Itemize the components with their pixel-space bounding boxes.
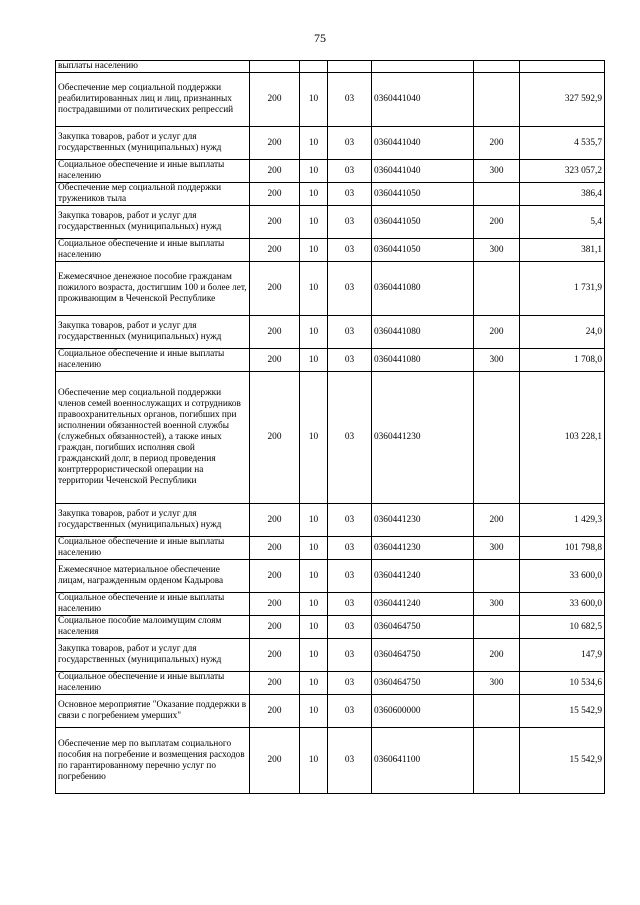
target-article-cell: 0360441240 — [372, 593, 474, 616]
row-name-cell: Основное мероприятие "Оказание поддержки в связи с погребением умерших" — [56, 695, 250, 728]
ministry-code-cell: 200 — [250, 695, 300, 728]
row-name-cell: Закупка товаров, работ и услуг для государственных (муниципальных) нужд — [56, 504, 250, 537]
amount-cell: 1 708,0 — [520, 349, 605, 372]
ministry-code-cell: 200 — [250, 206, 300, 239]
section-code-cell: 10 — [300, 639, 328, 672]
amount-cell: 15 542,9 — [520, 728, 605, 794]
amount-cell: 101 798,8 — [520, 537, 605, 560]
expense-type-cell: 300 — [474, 537, 520, 560]
table-row — [56, 349, 605, 372]
section-code-cell: 10 — [300, 183, 328, 206]
table-row — [56, 728, 605, 794]
expense-type-cell — [474, 61, 520, 73]
expense-type-cell — [474, 728, 520, 794]
table-row — [56, 61, 605, 73]
section-code-cell: 10 — [300, 239, 328, 262]
section-code-cell: 10 — [300, 560, 328, 593]
table-row — [56, 372, 605, 504]
row-name-cell: Закупка товаров, работ и услуг для государственных (муниципальных) нужд — [56, 206, 250, 239]
table-row — [56, 316, 605, 349]
subsection-code-cell: 03 — [328, 504, 372, 537]
section-code-cell: 10 — [300, 695, 328, 728]
section-code-cell: 10 — [300, 316, 328, 349]
target-article-cell: 0360441050 — [372, 239, 474, 262]
row-name-cell: Социальное обеспечение и иные выплаты населению — [56, 537, 250, 560]
ministry-code-cell: 200 — [250, 372, 300, 504]
target-article-cell: 0360441240 — [372, 560, 474, 593]
section-code-cell — [300, 61, 328, 73]
section-code-cell: 10 — [300, 537, 328, 560]
ministry-code-cell: 200 — [250, 127, 300, 160]
subsection-code-cell: 03 — [328, 616, 372, 639]
target-article-cell: 0360464750 — [372, 672, 474, 695]
target-article-cell — [372, 61, 474, 73]
expense-type-cell: 300 — [474, 349, 520, 372]
ministry-code-cell: 200 — [250, 639, 300, 672]
section-code-cell: 10 — [300, 160, 328, 183]
target-article-cell: 0360641100 — [372, 728, 474, 794]
row-name-cell: Обеспечение мер социальной поддержки тружеников тыла — [56, 183, 250, 206]
amount-cell: 327 592,9 — [520, 73, 605, 127]
subsection-code-cell: 03 — [328, 372, 372, 504]
target-article-cell: 0360441050 — [372, 206, 474, 239]
expense-type-cell — [474, 183, 520, 206]
expense-type-cell: 300 — [474, 239, 520, 262]
row-name-cell: Закупка товаров, работ и услуг для государственных (муниципальных) нужд — [56, 127, 250, 160]
table-row — [56, 560, 605, 593]
expense-type-cell: 200 — [474, 504, 520, 537]
row-name-cell: Обеспечение мер по выплатам социального пособия на погребение и возмещения расходов по гарантированному перечню услуг по погребению — [56, 728, 250, 794]
row-name-cell: Ежемесячное денежное пособие гражданам пожилого возраста, достигшим 100 и более лет, проживающим в Чеченской Республике — [56, 262, 250, 316]
subsection-code-cell: 03 — [328, 672, 372, 695]
ministry-code-cell: 200 — [250, 537, 300, 560]
table-row — [56, 239, 605, 262]
row-name-cell: выплаты населению — [56, 61, 250, 73]
subsection-code-cell — [328, 61, 372, 73]
row-name-cell: Социальное пособие малоимущим слоям населения — [56, 616, 250, 639]
subsection-code-cell: 03 — [328, 73, 372, 127]
table-row — [56, 73, 605, 127]
target-article-cell: 0360441080 — [372, 316, 474, 349]
table-row — [56, 127, 605, 160]
subsection-code-cell: 03 — [328, 127, 372, 160]
section-code-cell: 10 — [300, 616, 328, 639]
target-article-cell: 0360441080 — [372, 349, 474, 372]
target-article-cell: 0360441050 — [372, 183, 474, 206]
subsection-code-cell: 03 — [328, 239, 372, 262]
row-name-cell: Закупка товаров, работ и услуг для государственных (муниципальных) нужд — [56, 639, 250, 672]
subsection-code-cell: 03 — [328, 183, 372, 206]
table-row — [56, 160, 605, 183]
expense-type-cell — [474, 372, 520, 504]
row-name-cell: Социальное обеспечение и иные выплаты населению — [56, 239, 250, 262]
subsection-code-cell: 03 — [328, 262, 372, 316]
table-body — [56, 61, 605, 794]
ministry-code-cell — [250, 61, 300, 73]
subsection-code-cell: 03 — [328, 537, 372, 560]
budget-table — [55, 60, 605, 794]
section-code-cell: 10 — [300, 372, 328, 504]
amount-cell: 10 682,5 — [520, 616, 605, 639]
ministry-code-cell: 200 — [250, 672, 300, 695]
table-row — [56, 537, 605, 560]
section-code-cell: 10 — [300, 504, 328, 537]
expense-type-cell: 200 — [474, 206, 520, 239]
expense-type-cell: 200 — [474, 639, 520, 672]
amount-cell: 33 600,0 — [520, 593, 605, 616]
amount-cell: 24,0 — [520, 316, 605, 349]
amount-cell: 381,1 — [520, 239, 605, 262]
row-name-cell: Закупка товаров, работ и услуг для государственных (муниципальных) нужд — [56, 316, 250, 349]
table-row — [56, 206, 605, 239]
ministry-code-cell: 200 — [250, 316, 300, 349]
ministry-code-cell: 200 — [250, 593, 300, 616]
row-name-cell: Социальное обеспечение и иные выплаты населению — [56, 672, 250, 695]
ministry-code-cell: 200 — [250, 73, 300, 127]
section-code-cell: 10 — [300, 73, 328, 127]
target-article-cell: 0360464750 — [372, 616, 474, 639]
row-name-cell: Социальное обеспечение и иные выплаты населению — [56, 160, 250, 183]
subsection-code-cell: 03 — [328, 593, 372, 616]
target-article-cell: 0360441040 — [372, 127, 474, 160]
target-article-cell: 0360441230 — [372, 537, 474, 560]
subsection-code-cell: 03 — [328, 695, 372, 728]
subsection-code-cell: 03 — [328, 349, 372, 372]
target-article-cell: 0360441080 — [372, 262, 474, 316]
ministry-code-cell: 200 — [250, 262, 300, 316]
table-row — [56, 672, 605, 695]
subsection-code-cell: 03 — [328, 728, 372, 794]
expense-type-cell: 200 — [474, 127, 520, 160]
table-row — [56, 504, 605, 537]
expense-type-cell: 300 — [474, 593, 520, 616]
table-row — [56, 616, 605, 639]
table-row — [56, 183, 605, 206]
ministry-code-cell: 200 — [250, 160, 300, 183]
section-code-cell: 10 — [300, 127, 328, 160]
table-row — [56, 262, 605, 316]
ministry-code-cell: 200 — [250, 349, 300, 372]
target-article-cell: 0360600000 — [372, 695, 474, 728]
expense-type-cell — [474, 560, 520, 593]
target-article-cell: 0360441040 — [372, 73, 474, 127]
table-row — [56, 593, 605, 616]
amount-cell: 1 429,3 — [520, 504, 605, 537]
amount-cell: 103 228,1 — [520, 372, 605, 504]
expense-type-cell — [474, 616, 520, 639]
subsection-code-cell: 03 — [328, 316, 372, 349]
amount-cell: 33 600,0 — [520, 560, 605, 593]
section-code-cell: 10 — [300, 206, 328, 239]
row-name-cell: Обеспечение мер социальной поддержки реабилитированных лиц и лиц, признанных пострадавшими от политических репрессий — [56, 73, 250, 127]
target-article-cell: 0360464750 — [372, 639, 474, 672]
page-number: 75 — [314, 31, 326, 45]
section-code-cell: 10 — [300, 349, 328, 372]
amount-cell: 5,4 — [520, 206, 605, 239]
target-article-cell: 0360441230 — [372, 372, 474, 504]
ministry-code-cell: 200 — [250, 616, 300, 639]
subsection-code-cell: 03 — [328, 639, 372, 672]
amount-cell: 10 534,6 — [520, 672, 605, 695]
ministry-code-cell: 200 — [250, 728, 300, 794]
ministry-code-cell: 200 — [250, 560, 300, 593]
row-name-cell: Социальное обеспечение и иные выплаты населению — [56, 349, 250, 372]
target-article-cell: 0360441040 — [372, 160, 474, 183]
row-name-cell: Ежемесячное материальное обеспечение лицам, награжденным орденом Кадырова — [56, 560, 250, 593]
expense-type-cell — [474, 73, 520, 127]
section-code-cell: 10 — [300, 593, 328, 616]
ministry-code-cell: 200 — [250, 183, 300, 206]
table-row — [56, 695, 605, 728]
expense-type-cell: 300 — [474, 672, 520, 695]
subsection-code-cell: 03 — [328, 160, 372, 183]
amount-cell — [520, 61, 605, 73]
row-name-cell: Обеспечение мер социальной поддержки членов семей военнослужащих и сотрудников правоохранительных органов, погибших при исполнении обязанностей военной службы (служебных обязанностей), а также иных граждан, погибших исполняя свой гражданский долг, в период проведения контртеррористической операции на территории Чеченской Республики — [56, 372, 250, 504]
amount-cell: 15 542,9 — [520, 695, 605, 728]
amount-cell: 386,4 — [520, 183, 605, 206]
expense-type-cell: 200 — [474, 316, 520, 349]
table-row — [56, 639, 605, 672]
amount-cell: 147,9 — [520, 639, 605, 672]
subsection-code-cell: 03 — [328, 560, 372, 593]
expense-type-cell — [474, 262, 520, 316]
section-code-cell: 10 — [300, 262, 328, 316]
expense-type-cell: 300 — [474, 160, 520, 183]
expense-type-cell — [474, 695, 520, 728]
subsection-code-cell: 03 — [328, 206, 372, 239]
section-code-cell: 10 — [300, 728, 328, 794]
amount-cell: 323 057,2 — [520, 160, 605, 183]
ministry-code-cell: 200 — [250, 504, 300, 537]
amount-cell: 1 731,9 — [520, 262, 605, 316]
section-code-cell: 10 — [300, 672, 328, 695]
row-name-cell: Социальное обеспечение и иные выплаты населению — [56, 593, 250, 616]
target-article-cell: 0360441230 — [372, 504, 474, 537]
ministry-code-cell: 200 — [250, 239, 300, 262]
amount-cell: 4 535,7 — [520, 127, 605, 160]
